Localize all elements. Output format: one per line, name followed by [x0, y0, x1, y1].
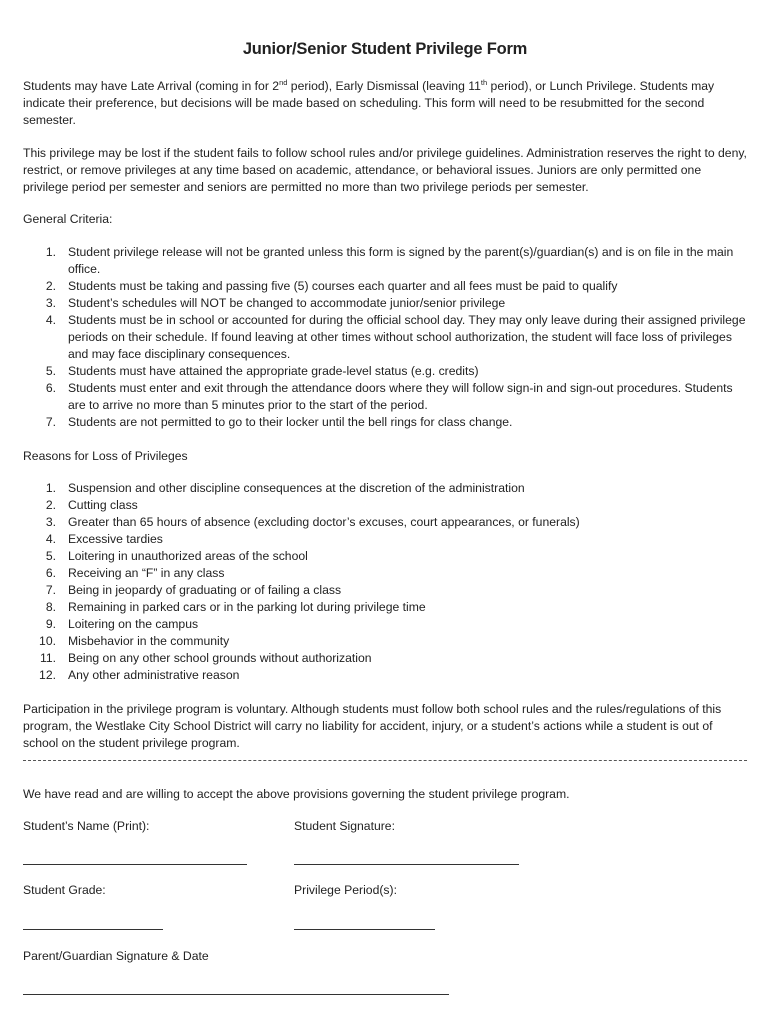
- list-item-number: 5.: [45, 549, 56, 563]
- intro-text-3: period), or Lunch Privilege. Students may indicate their preference, but decisions will be made based on scheduling. This form will need to be resubmitted for the second semester.: [23, 79, 715, 127]
- list-item-number: 7.: [45, 415, 56, 429]
- list-item-number: 11.: [39, 651, 56, 665]
- list-item: [23, 565, 747, 582]
- list-item-text: Students must enter and exit through the attendance doors where they will follow sign-in and sign-out procedures. Students are to arrive no more than 5 minutes prior to the start of the period.: [68, 381, 733, 412]
- loss-reasons-heading-text: Reasons for Loss of Privileges: [23, 449, 188, 463]
- parent-signature-line[interactable]: [23, 994, 449, 995]
- intro-text-2: period), Early Dismissal (leaving 11: [287, 79, 481, 93]
- general-criteria-heading: [23, 211, 747, 228]
- list-item-text: Students must be in school or accounted for during the official school day. They may only leave during their assigned privilege periods on their schedule. If found leaving at other times without school authorization, the student will face loss of privileges and may face disciplinary consequences.: [68, 313, 746, 361]
- acceptance-text: We have read and are willing to accept the above provisions governing the student privilege program.: [23, 787, 570, 801]
- list-item: [23, 667, 747, 684]
- list-item-number: 9.: [45, 617, 56, 631]
- intro-text-1: Students may have Late Arrival (coming in for 2: [23, 79, 280, 93]
- list-item-number: 6.: [45, 381, 56, 395]
- general-criteria-heading-text: General Criteria:: [23, 212, 113, 226]
- intro-sup-1: nd: [279, 77, 288, 87]
- list-item: [23, 650, 747, 667]
- general-criteria-list: [23, 244, 747, 431]
- list-item: [23, 616, 747, 633]
- list-item-text: Loitering in unauthorized areas of the school: [68, 549, 308, 563]
- list-item-number: 4.: [45, 532, 56, 546]
- loss-warning-text: This privilege may be lost if the student fails to follow school rules and/or privilege guidelines. Administration reserves the right to deny, restrict, or remove privileges at any time based on academic, attendance, or behavioral issues. Juniors are only permitted one privilege period per semester and seniors are permitted no more than two privilege periods per semester.: [23, 146, 747, 194]
- list-item-number: 3.: [45, 515, 56, 529]
- list-item-text: Remaining in parked cars or in the parking lot during privilege time: [68, 600, 426, 614]
- list-item: [23, 363, 747, 380]
- acceptance-statement: [23, 786, 747, 803]
- loss-reasons-heading: [23, 448, 747, 465]
- list-item: [23, 633, 747, 650]
- list-item-text: Loitering on the campus: [68, 617, 199, 631]
- participation-paragraph: [23, 701, 747, 752]
- loss-warning-paragraph: [23, 145, 747, 196]
- privilege-periods-label: Privilege Period(s):: [294, 883, 397, 897]
- list-item-text: Student’s schedules will NOT be changed to accommodate junior/senior privilege: [68, 296, 506, 310]
- list-item-text: Cutting class: [68, 498, 138, 512]
- list-item: [23, 480, 747, 497]
- list-item: [23, 380, 747, 414]
- list-item-number: 6.: [45, 566, 56, 580]
- list-item-text: Students must have attained the appropriate grade-level status (e.g. credits): [68, 364, 479, 378]
- list-item-text: Students are not permitted to go to their locker until the bell rings for class change.: [68, 415, 513, 429]
- list-item-number: 1.: [45, 245, 56, 259]
- student-signature-line[interactable]: [294, 864, 519, 865]
- list-item-text: Receiving an “F” in any class: [68, 566, 225, 580]
- list-item-number: 10.: [39, 634, 56, 648]
- list-item: [23, 278, 747, 295]
- intro-sup-2: th: [480, 77, 488, 87]
- list-item-number: 12.: [39, 668, 56, 682]
- parent-signature-label: Parent/Guardian Signature & Date: [23, 949, 209, 963]
- list-item-number: 7.: [45, 583, 56, 597]
- list-item: [23, 295, 747, 312]
- participation-text: Participation in the privilege program is voluntary. Although students must follow both school rules and the rules/regulations of this program, the Westlake City School District will carry no liability for accident, injury, or a student’s actions while a student is out of school on the student privilege program.: [23, 702, 722, 750]
- cut-line-divider: [23, 760, 747, 763]
- list-item: [23, 312, 747, 363]
- list-item-text: Any other administrative reason: [68, 668, 240, 682]
- intro-paragraph: [23, 78, 747, 129]
- list-item-number: 5.: [45, 364, 56, 378]
- list-item-text: Being in jeopardy of graduating or of failing a class: [68, 583, 342, 597]
- list-item: [23, 244, 747, 278]
- list-item-number: 2.: [45, 498, 56, 512]
- list-item-number: 4.: [45, 313, 56, 327]
- student-grade-label: Student Grade:: [23, 883, 106, 897]
- list-item-number: 2.: [45, 279, 56, 293]
- list-item-number: 1.: [45, 481, 56, 495]
- student-grade-line[interactable]: [23, 929, 163, 930]
- list-item-number: 3.: [45, 296, 56, 310]
- list-item-text: Misbehavior in the community: [68, 634, 230, 648]
- list-item-text: Students must be taking and passing five (5) courses each quarter and all fees must be paid to qualify: [68, 279, 618, 293]
- list-item-text: Greater than 65 hours of absence (excluding doctor’s excuses, court appearances, or funerals): [68, 515, 580, 529]
- list-item: [23, 514, 747, 531]
- list-item: [23, 582, 747, 599]
- list-item: [23, 548, 747, 565]
- student-name-line[interactable]: [23, 864, 247, 865]
- list-item-text: Excessive tardies: [68, 532, 163, 546]
- list-item-text: Being on any other school grounds without authorization: [68, 651, 372, 665]
- list-item: [23, 497, 747, 514]
- list-item: [23, 531, 747, 548]
- list-item-text: Suspension and other discipline consequences at the discretion of the administration: [68, 481, 525, 495]
- list-item: [23, 414, 747, 431]
- student-name-label: Student’s Name (Print):: [23, 819, 150, 833]
- page-title: Junior/Senior Student Privilege Form: [242, 40, 528, 58]
- privilege-periods-line[interactable]: [294, 929, 435, 930]
- student-signature-label: Student Signature:: [294, 819, 395, 833]
- loss-reasons-list: [23, 480, 747, 684]
- list-item: [23, 599, 747, 616]
- list-item-number: 8.: [45, 600, 56, 614]
- list-item-text: Student privilege release will not be granted unless this form is signed by the parent(s)/guardian(s) and is on file in the main office.: [68, 245, 734, 276]
